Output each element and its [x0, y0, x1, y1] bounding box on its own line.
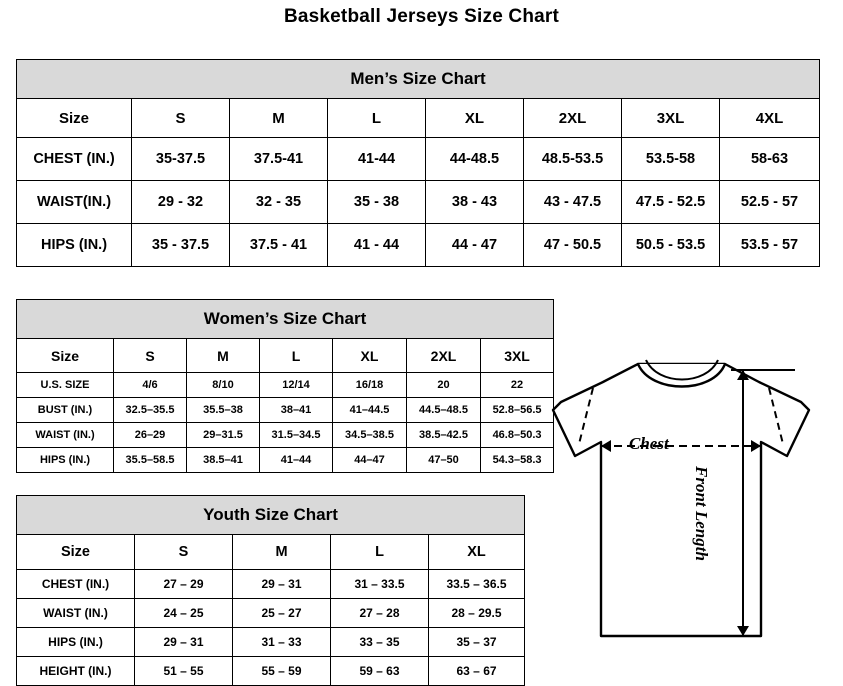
womens-cell: 38.5–42.5	[407, 423, 481, 448]
womens-cell: 32.5–35.5	[114, 398, 187, 423]
chest-measure-label: Chest	[629, 434, 669, 453]
womens-cell: 26–29	[114, 423, 187, 448]
mens-cell: 38 - 43	[426, 181, 524, 224]
mens-chart-caption: Men’s Size Chart	[17, 60, 820, 99]
womens-header-xl: XL	[333, 339, 407, 373]
mens-cell: 58-63	[720, 138, 820, 181]
table-row	[17, 599, 525, 628]
womens-row-label: HIPS (IN.)	[17, 448, 114, 473]
womens-cell: 41–44.5	[333, 398, 407, 423]
mens-cell: 37.5 - 41	[230, 224, 328, 267]
table-row	[17, 448, 554, 473]
youth-cell: 35 – 37	[429, 628, 525, 657]
front-length-measure-label: Front Length	[692, 466, 711, 561]
womens-cell: 44–47	[333, 448, 407, 473]
mens-cell: 44 - 47	[426, 224, 524, 267]
womens-chart-caption: Women’s Size Chart	[17, 300, 554, 339]
mens-cell: 50.5 - 53.5	[622, 224, 720, 267]
youth-header-l: L	[331, 535, 429, 570]
table-row	[17, 570, 525, 599]
womens-cell: 8/10	[187, 373, 260, 398]
youth-row-label: HEIGHT (IN.)	[17, 657, 135, 686]
mens-cell: 44-48.5	[426, 138, 524, 181]
youth-cell: 29 – 31	[135, 628, 233, 657]
womens-cell: 22	[481, 373, 554, 398]
womens-cell: 35.5–58.5	[114, 448, 187, 473]
mens-header-3xl: 3XL	[622, 99, 720, 138]
youth-cell: 51 – 55	[135, 657, 233, 686]
womens-header-m: M	[187, 339, 260, 373]
youth-cell: 59 – 63	[331, 657, 429, 686]
mens-row-label: CHEST (IN.)	[17, 138, 132, 181]
youth-cell: 63 – 67	[429, 657, 525, 686]
womens-header-2xl: 2XL	[407, 339, 481, 373]
mens-cell: 41 - 44	[328, 224, 426, 267]
womens-header-3xl: 3XL	[481, 339, 554, 373]
mens-cell: 35 - 38	[328, 181, 426, 224]
mens-header-l: L	[328, 99, 426, 138]
youth-header-s: S	[135, 535, 233, 570]
mens-cell: 37.5-41	[230, 138, 328, 181]
womens-cell: 31.5–34.5	[260, 423, 333, 448]
womens-row-label: U.S. SIZE	[17, 373, 114, 398]
womens-cell: 46.8–50.3	[481, 423, 554, 448]
mens-header-s: S	[132, 99, 230, 138]
table-row	[17, 657, 525, 686]
youth-row-label: HIPS (IN.)	[17, 628, 135, 657]
youth-header-size: Size	[17, 535, 135, 570]
womens-cell: 35.5–38	[187, 398, 260, 423]
youth-cell: 28 – 29.5	[429, 599, 525, 628]
youth-cell: 25 – 27	[233, 599, 331, 628]
mens-header-2xl: 2XL	[524, 99, 622, 138]
mens-cell: 32 - 35	[230, 181, 328, 224]
table-row	[17, 181, 820, 224]
mens-cell: 35-37.5	[132, 138, 230, 181]
table-row	[17, 138, 820, 181]
table-row	[17, 628, 525, 657]
youth-cell: 55 – 59	[233, 657, 331, 686]
shirt-measurement-diagram	[543, 336, 843, 679]
womens-cell: 12/14	[260, 373, 333, 398]
mens-cell: 53.5 - 57	[720, 224, 820, 267]
womens-row-label: BUST (IN.)	[17, 398, 114, 423]
womens-cell: 38–41	[260, 398, 333, 423]
table-row	[17, 398, 554, 423]
mens-cell: 43 - 47.5	[524, 181, 622, 224]
youth-cell: 31 – 33	[233, 628, 331, 657]
mens-header-xl: XL	[426, 99, 524, 138]
womens-header-l: L	[260, 339, 333, 373]
mens-row-label: HIPS (IN.)	[17, 224, 132, 267]
mens-cell: 47 - 50.5	[524, 224, 622, 267]
womens-cell: 41–44	[260, 448, 333, 473]
youth-cell: 27 – 28	[331, 599, 429, 628]
youth-chart-caption: Youth Size Chart	[17, 496, 525, 535]
womens-header-s: S	[114, 339, 187, 373]
table-row	[17, 423, 554, 448]
youth-size-chart-table	[16, 495, 525, 686]
youth-cell: 29 – 31	[233, 570, 331, 599]
mens-header-4xl: 4XL	[720, 99, 820, 138]
mens-cell: 47.5 - 52.5	[622, 181, 720, 224]
youth-header-xl: XL	[429, 535, 525, 570]
womens-cell: 34.5–38.5	[333, 423, 407, 448]
youth-cell: 33.5 – 36.5	[429, 570, 525, 599]
table-row	[17, 373, 554, 398]
mens-cell: 53.5-58	[622, 138, 720, 181]
womens-cell: 47–50	[407, 448, 481, 473]
youth-cell: 27 – 29	[135, 570, 233, 599]
womens-cell: 20	[407, 373, 481, 398]
youth-cell: 33 – 35	[331, 628, 429, 657]
mens-header-m: M	[230, 99, 328, 138]
mens-cell: 35 - 37.5	[132, 224, 230, 267]
womens-row-label: WAIST (IN.)	[17, 423, 114, 448]
youth-cell: 24 – 25	[135, 599, 233, 628]
womens-cell: 52.8–56.5	[481, 398, 554, 423]
page-title: Basketball Jerseys Size Chart	[283, 6, 560, 27]
mens-row-label: WAIST(IN.)	[17, 181, 132, 224]
mens-cell: 52.5 - 57	[720, 181, 820, 224]
womens-cell: 54.3–58.3	[481, 448, 554, 473]
womens-cell: 4/6	[114, 373, 187, 398]
mens-cell: 29 - 32	[132, 181, 230, 224]
womens-cell: 44.5–48.5	[407, 398, 481, 423]
youth-header-m: M	[233, 535, 331, 570]
youth-cell: 31 – 33.5	[331, 570, 429, 599]
womens-cell: 29–31.5	[187, 423, 260, 448]
womens-cell: 38.5–41	[187, 448, 260, 473]
youth-row-label: WAIST (IN.)	[17, 599, 135, 628]
mens-cell: 48.5-53.5	[524, 138, 622, 181]
table-row	[17, 224, 820, 267]
womens-header-size: Size	[17, 339, 114, 373]
mens-size-chart-table	[16, 59, 820, 267]
youth-row-label: CHEST (IN.)	[17, 570, 135, 599]
mens-cell: 41-44	[328, 138, 426, 181]
womens-size-chart-table	[16, 299, 554, 473]
mens-header-size: Size	[17, 99, 132, 138]
womens-cell: 16/18	[333, 373, 407, 398]
